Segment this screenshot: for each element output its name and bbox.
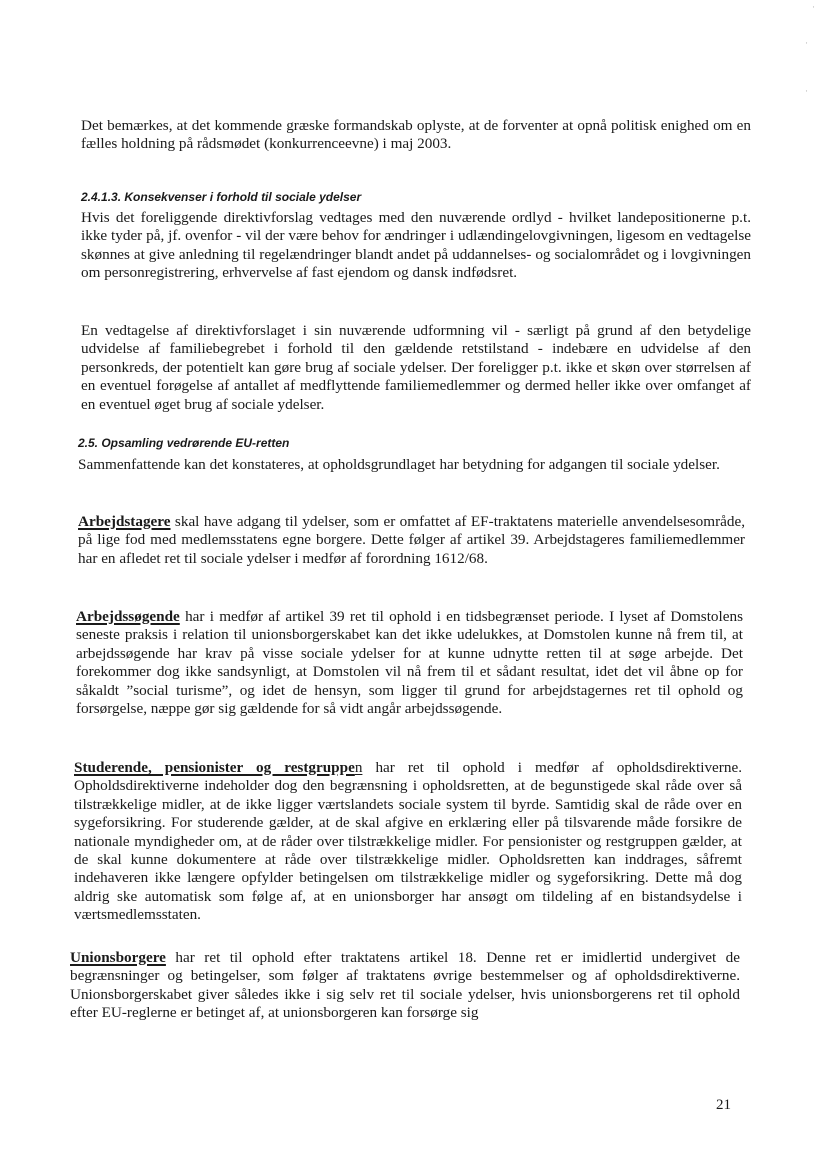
- paragraph-greek-presidency: Det bemærkes, at det kommende græske formandskab oplyste, at de forventer at opnå politisk enighed om en fælles holdning på rådsmødet (konkurrenceevne) i maj 2003.: [81, 117, 751, 153]
- paragraph-jobseekers-text: har i medfør af artikel 39 ret til ophold i en tidsbegrænset periode. I lyset af Domstolens seneste praksis i relation til unionsborgerskabet kan det ikke udelukkes, at Domstolen kunne nå frem til, at arbejdssøgende har krav på visse sociale ydelser for at kunne udnytte retten til at søge arbejde. Det forekommer dog ikke sandsynligt, at Domstolen vil nå frem til et sådant resultat, idet det vil åbne op for såkaldt ”social turisme”, og idet de hensyn, som ligger til grund for arbejdstagernes ret til ophold og forsørgelse, næppe gør sig gældende for så vidt angår arbejdssøgende.: [76, 608, 743, 718]
- paragraph-directive-adoption: Hvis det foreliggende direktivforslag vedtages med den nuværende ordlyd - hvilket landepositionerne p.t. ikke tyder på, jf. ovenfor - vil der være behov for ændringer i udlændingelovgivningen, ligesom en vedtagelse skønnes at give anledning til regelændringer blandt andet på uddannelses- og socialområdet og i lovgivningen om personregistrering, erhvervelse af fast ejendom og dansk indfødsret.: [81, 209, 751, 282]
- lead-term-jobseekers: Arbejdssøgende: [76, 608, 180, 625]
- lead-term-tail: n: [354, 759, 363, 776]
- section-heading-eu-law-summary: 2.5. Opsamling vedrørende EU-retten: [78, 436, 290, 450]
- paragraph-summary-intro: Sammenfattende kan det konstateres, at opholdsgrundlaget har betydning for adgangen til sociale ydelser.: [78, 456, 720, 473]
- paragraph-students-pensioners-text: har ret til ophold i medfør af opholdsdirektiverne. Opholdsdirektiverne indeholder dog den begrænsning i opholdsretten, at de begunstigede skal råde over så tilstrækkelige midler, at de ikke ligger værtslandets sociale system til byrde. Samtidig skal de råde over en sygeforsikring. For studerende gælder, at de skal afgive en erklæring eller på tilsvarende måde forsikre de nationale myndigheder om, at de råder over tilstrækkelige midler. For pensionister og restgruppen gælder, at de skal kunne dokumentere at råde over tilstrækkelige midler. Opholdsretten kan inddrages, såfremt indehaveren ikke længere opfylder betingelsen om tilstrækkelige midler og sygeforsikring. Dette må dog aldrig ske automatisk som følge af, at en unionsborger har ansøgt om tildeling af en bistandsydelse i værtsmedlemsstaten.: [74, 759, 742, 924]
- paragraph-union-citizens: [70, 949, 740, 1023]
- lead-term-workers: Arbejdstagere: [78, 513, 171, 530]
- paragraph-students-pensioners: [74, 759, 742, 925]
- lead-term-students-pensioners: Studerende, pensionister og restgruppe: [74, 759, 355, 776]
- scan-speck: ·: [805, 38, 808, 48]
- paragraph-union-citizens-text: har ret til ophold efter traktatens artikel 18. Denne ret er imidlertid undergivet de begrænsninger og betingelser, som følger af traktatens øvrige bestemmelser og af opholdsdirektiverne. Unionsborgerskabet giver således ikke i sig selv ret til sociale ydelser, hvis unionsborgerens ret til ophold efter EU-reglerne er betinget af, at unionsborgeren kan forsørge sig: [70, 949, 740, 1022]
- paragraph-jobseekers: [76, 608, 743, 718]
- paragraph-workers-text: skal have adgang til ydelser, som er omfattet af EF-traktatens materielle anvendelsesområde, på lige fod med medlemsstatens egne borgere. Dette følger af artikel 39. Arbejdstageres familiemedlemmer har en afledet ret til sociale ydelser i medfør af forordning 1612/68.: [78, 513, 745, 567]
- paragraph-workers: [78, 513, 745, 568]
- scan-speck: ·: [805, 86, 808, 96]
- scan-speck: ·: [812, 2, 815, 12]
- page-number: 21: [716, 1097, 731, 1113]
- section-heading-consequences-social-benefits: 2.4.1.3. Konsekvenser i forhold til sociale ydelser: [81, 190, 362, 204]
- lead-term-union-citizens: Unionsborgere: [70, 949, 166, 966]
- paragraph-family-concept-expansion: En vedtagelse af direktivforslaget i sin nuværende udformning vil - særligt på grund af den betydelige udvidelse af familiebegrebet i forhold til den gældende retstilstand - indebære en udvidelse af den personkreds, der potentielt kan gøre brug af sociale ydelser. Der foreligger p.t. ikke et skøn over størrelsen af en eventuel forøgelse af antallet af medflyttende familiemedlemmer og dermed heller ikke over omfanget af en eventuel øget brug af sociale ydelser.: [81, 322, 751, 413]
